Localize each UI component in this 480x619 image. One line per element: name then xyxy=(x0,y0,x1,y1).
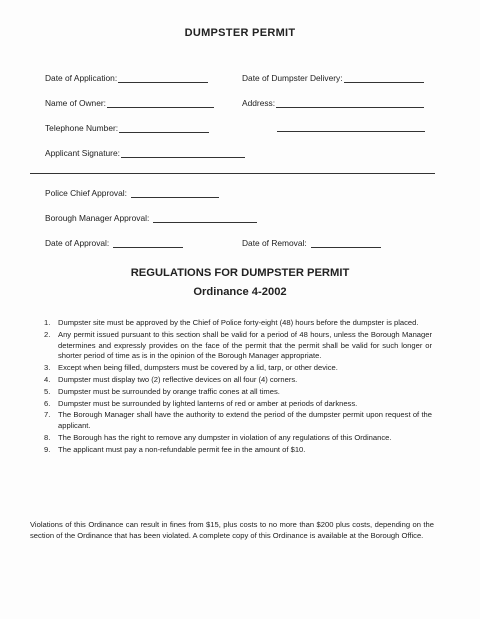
borough-manager-approval-label: Borough Manager Approval: xyxy=(45,213,150,223)
date-of-application-label: Date of Application: xyxy=(45,73,118,83)
regulation-item xyxy=(44,399,432,410)
regulation-text: The Borough Manager shall have the authority to extend the period of the dumpster permit upon request of the applicant. xyxy=(58,410,432,431)
regulation-number: 7. xyxy=(44,410,51,420)
date-of-dumpster-delivery-line[interactable] xyxy=(344,73,424,83)
regulation-number: 4. xyxy=(44,374,51,384)
address-second-line[interactable] xyxy=(277,130,425,132)
address-label: Address: xyxy=(242,98,276,108)
regulations-heading: REGULATIONS FOR DUMPSTER PERMIT xyxy=(130,267,350,279)
date-of-removal-field[interactable] xyxy=(242,236,381,248)
regulation-number: 8. xyxy=(44,432,51,442)
page-title: DUMPSTER PERMIT xyxy=(184,27,296,39)
regulation-number: 3. xyxy=(44,363,51,373)
regulation-text: Any permit issued pursuant to this section shall be valid for a period of 48 hours, unless the Borough Manager determines and expressly provides on the face of the permit that the permit shall be valid for such longer or shorter period of time as is in the opinion of the Borough Manager appropriate. xyxy=(58,329,432,361)
police-chief-approval-field[interactable] xyxy=(45,186,219,198)
date-of-approval-line[interactable] xyxy=(113,238,183,248)
address-line[interactable] xyxy=(276,98,424,108)
violations-notice: Violations of this Ordinance can result in fines from $15, plus costs to no more than $200 plus costs, depending on the section of the Ordinance that has been violated. A complete copy of this Ordinance is available at the Borough Office. xyxy=(30,520,434,540)
ordinance-number: Ordinance 4-2002 xyxy=(193,286,287,298)
name-of-owner-label: Name of Owner: xyxy=(45,98,106,108)
regulation-number: 5. xyxy=(44,386,51,396)
borough-manager-approval-field[interactable] xyxy=(45,211,257,223)
telephone-number-label: Telephone Number: xyxy=(45,123,119,133)
regulation-text: Except when being filled, dumpsters must be covered by a lid, tarp, or other device. xyxy=(58,363,338,373)
regulation-item xyxy=(44,330,432,362)
police-chief-approval-line[interactable] xyxy=(131,188,219,198)
date-of-approval-label: Date of Approval: xyxy=(45,238,110,248)
regulation-item xyxy=(44,410,432,432)
police-chief-approval-label: Police Chief Approval: xyxy=(45,188,127,198)
date-of-approval-field[interactable] xyxy=(45,236,183,248)
telephone-number-field[interactable] xyxy=(45,121,209,133)
regulation-item xyxy=(44,387,432,398)
regulation-item xyxy=(44,318,432,329)
regulation-number: 2. xyxy=(44,329,51,339)
regulation-text: The applicant must pay a non-refundable permit fee in the amount of $10. xyxy=(58,444,306,454)
regulation-text: Dumpster site must be approved by the Chief of Police forty-eight (48) hours before the dumpster is placed. xyxy=(58,318,419,327)
date-of-removal-line[interactable] xyxy=(311,238,381,248)
regulation-text: Dumpster must be surrounded by lighted lanterns of red or amber at periods of darkness. xyxy=(58,398,358,408)
regulation-number: 1. xyxy=(44,318,51,327)
regulation-text: The Borough has the right to remove any dumpster in violation of any regulations of this Ordinance. xyxy=(58,432,392,442)
name-of-owner-line[interactable] xyxy=(107,98,214,108)
regulation-item xyxy=(44,363,432,374)
regulation-item xyxy=(44,433,432,444)
date-of-application-field[interactable] xyxy=(45,71,208,83)
applicant-signature-label: Applicant Signature: xyxy=(45,148,120,158)
date-of-dumpster-delivery-field[interactable] xyxy=(242,71,424,83)
name-of-owner-field[interactable] xyxy=(45,96,214,108)
applicant-signature-field[interactable] xyxy=(45,146,245,158)
regulation-text: Dumpster must display two (2) reflective devices on all four (4) corners. xyxy=(58,374,298,384)
borough-manager-approval-line[interactable] xyxy=(153,213,257,223)
date-of-dumpster-delivery-label: Date of Dumpster Delivery: xyxy=(242,73,343,83)
regulation-number: 9. xyxy=(44,444,51,454)
section-divider xyxy=(30,173,435,174)
regulation-item xyxy=(44,445,432,456)
regulation-item xyxy=(44,375,432,386)
date-of-application-line[interactable] xyxy=(118,73,208,83)
telephone-number-line[interactable] xyxy=(119,123,209,133)
date-of-removal-label: Date of Removal: xyxy=(242,238,307,248)
regulation-text: Dumpster must be surrounded by orange traffic cones at all times. xyxy=(58,386,280,396)
applicant-signature-line[interactable] xyxy=(121,148,245,158)
regulations-list xyxy=(44,318,432,457)
regulation-number: 6. xyxy=(44,398,51,408)
address-field[interactable] xyxy=(242,96,424,108)
